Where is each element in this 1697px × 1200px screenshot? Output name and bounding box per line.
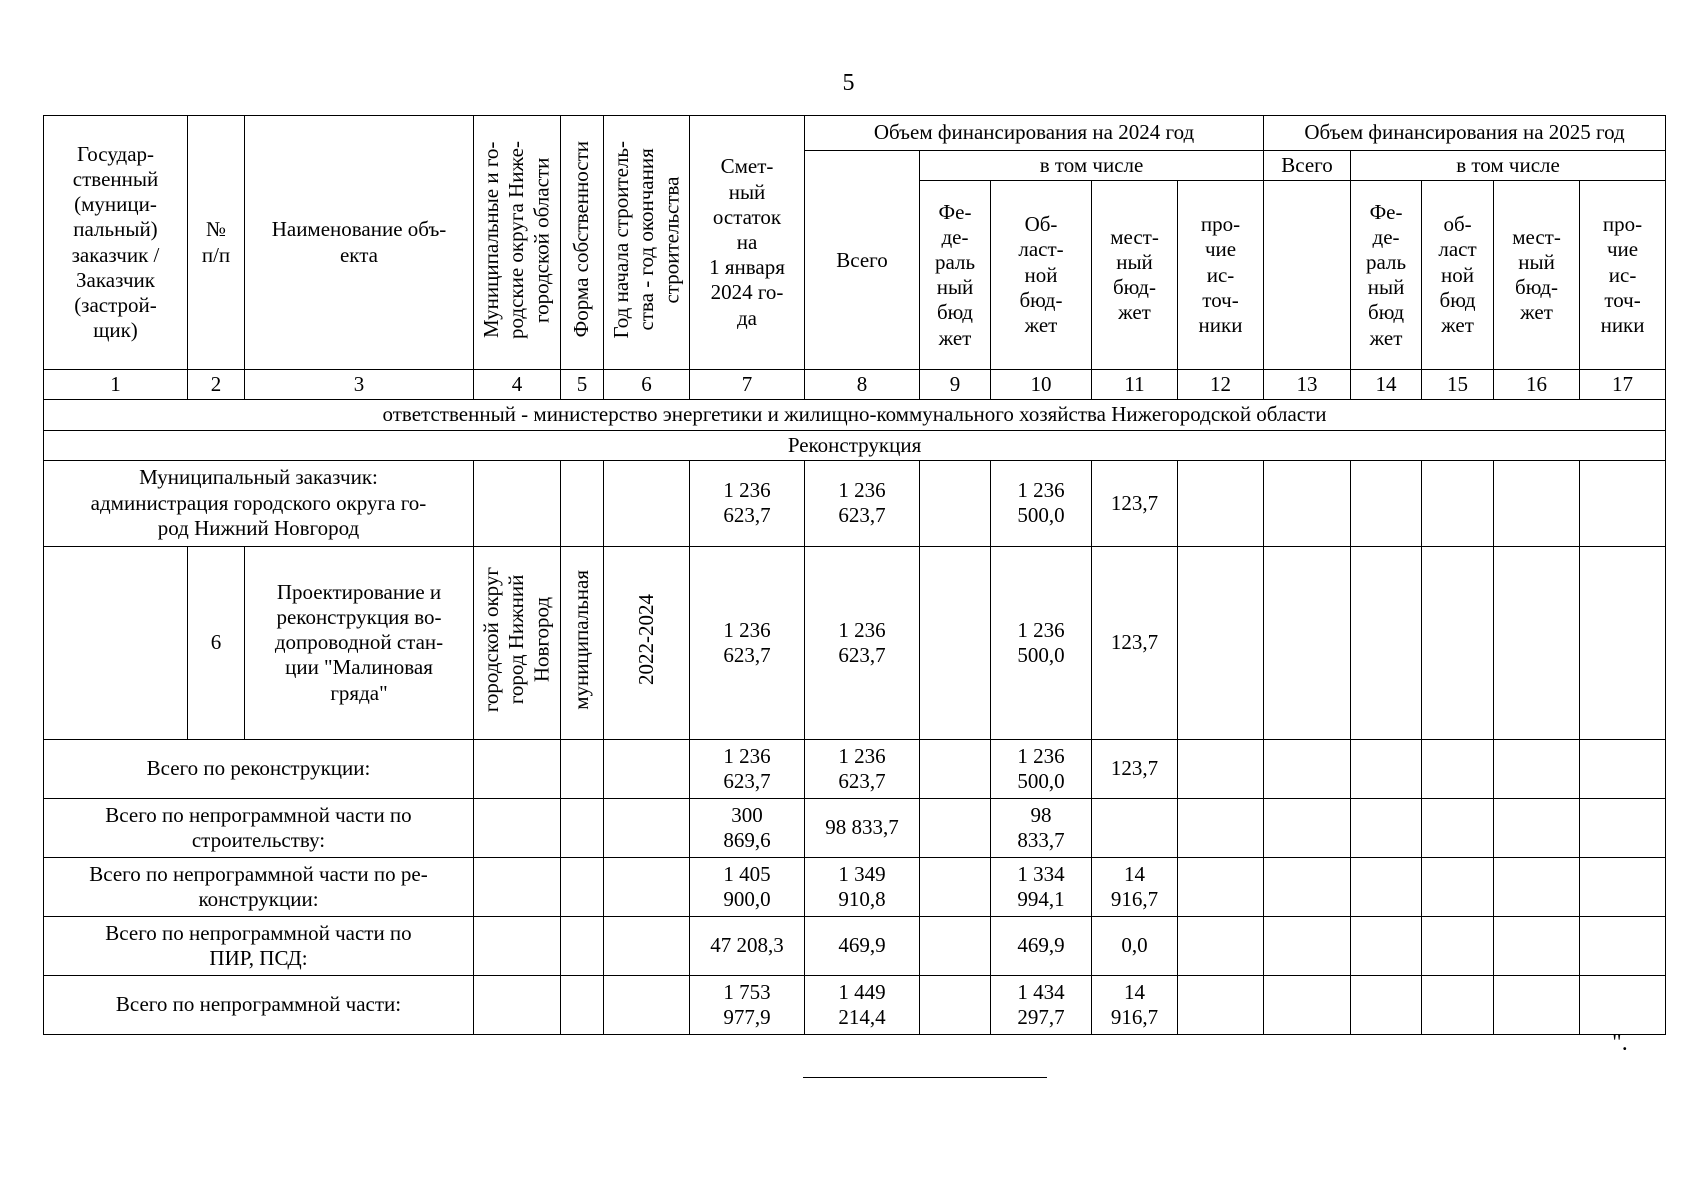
column-number: 7 bbox=[690, 370, 805, 400]
empty-cell bbox=[920, 798, 991, 857]
empty-cell bbox=[561, 798, 604, 857]
cell-c7: 47 208,3 bbox=[690, 916, 805, 975]
empty-cell bbox=[1178, 798, 1264, 857]
empty-cell bbox=[561, 857, 604, 916]
object-district: городской округ город Нижний Новгород bbox=[474, 546, 561, 739]
empty-cell bbox=[1494, 460, 1580, 546]
empty-cell bbox=[1264, 798, 1351, 857]
empty-cell bbox=[1351, 975, 1422, 1034]
empty-cell bbox=[1351, 460, 1422, 546]
cell-c8: 98 833,7 bbox=[805, 798, 920, 857]
empty-cell bbox=[1178, 460, 1264, 546]
empty-cell bbox=[1494, 975, 1580, 1034]
total-row bbox=[44, 975, 1666, 1034]
header-including-2025: в том числе bbox=[1351, 151, 1666, 181]
customer-row bbox=[44, 460, 1666, 546]
header-district: Муниципальные и го- родские округа Ниже- городской области bbox=[474, 116, 561, 370]
empty-cell bbox=[1351, 739, 1422, 798]
cell-c11: 123,7 bbox=[1092, 460, 1178, 546]
header-regional-2024: Об- ласт- ной бюд- жет bbox=[991, 181, 1092, 370]
empty-cell bbox=[561, 916, 604, 975]
cell-c11: 14 916,7 bbox=[1092, 975, 1178, 1034]
header-regional-2025: об- ласт ной бюд жет bbox=[1422, 181, 1494, 370]
empty-cell bbox=[1422, 975, 1494, 1034]
empty-cell bbox=[920, 975, 991, 1034]
empty-cell bbox=[1494, 916, 1580, 975]
closing-quote-mark: ". bbox=[1612, 1030, 1628, 1056]
empty-cell bbox=[474, 975, 561, 1034]
total-row bbox=[44, 739, 1666, 798]
header-funding-2024: Объем финансирования на 2024 год bbox=[805, 116, 1264, 151]
empty-cell bbox=[1580, 798, 1666, 857]
financing-table bbox=[43, 115, 1666, 1035]
total-row bbox=[44, 857, 1666, 916]
section-responsible: ответственный - министерство энергетики и жилищно-коммунального хозяйства Нижегородской области bbox=[44, 400, 1666, 430]
object-name: Проектирование и реконструкция во- допроводной стан- ции "Малиновая гряда" bbox=[245, 546, 474, 739]
header-number: № п/п bbox=[188, 116, 245, 370]
empty-cell bbox=[1178, 975, 1264, 1034]
empty-cell bbox=[1580, 546, 1666, 739]
cell-c8: 1 449 214,4 bbox=[805, 975, 920, 1034]
header-row-1 bbox=[44, 116, 1666, 151]
cell-c8: 1 236 623,7 bbox=[805, 739, 920, 798]
header-total-2025: Всего bbox=[1264, 151, 1351, 181]
cell-c8: 469,9 bbox=[805, 916, 920, 975]
object-years: 2022-2024 bbox=[604, 546, 690, 739]
header-total-2025-blank bbox=[1264, 181, 1351, 370]
empty-cell bbox=[604, 916, 690, 975]
column-number: 6 bbox=[604, 370, 690, 400]
empty-cell bbox=[474, 798, 561, 857]
empty-cell bbox=[1580, 975, 1666, 1034]
empty-cell bbox=[561, 975, 604, 1034]
empty-cell bbox=[1422, 546, 1494, 739]
empty-cell bbox=[920, 460, 991, 546]
cell-c11 bbox=[1092, 798, 1178, 857]
header-years: Год начала строитель- ства - год окончания строительства bbox=[604, 116, 690, 370]
cell-c7: 1 236 623,7 bbox=[690, 739, 805, 798]
empty-cell bbox=[1178, 546, 1264, 739]
empty-cell bbox=[1422, 798, 1494, 857]
empty-cell bbox=[1351, 916, 1422, 975]
total-row bbox=[44, 916, 1666, 975]
header-ownership: Форма собственности bbox=[561, 116, 604, 370]
header-federal-2024: Фе- де- раль ный бюд жет bbox=[920, 181, 991, 370]
empty-cell bbox=[1264, 975, 1351, 1034]
empty-cell bbox=[1264, 460, 1351, 546]
empty-cell bbox=[474, 460, 561, 546]
empty-cell bbox=[1178, 739, 1264, 798]
empty-cell bbox=[44, 546, 188, 739]
column-number: 15 bbox=[1422, 370, 1494, 400]
cell-c7: 1 405 900,0 bbox=[690, 857, 805, 916]
empty-cell bbox=[1422, 739, 1494, 798]
cell-c11: 14 916,7 bbox=[1092, 857, 1178, 916]
header-object-name: Наименование объ- екта bbox=[245, 116, 474, 370]
cell-c8: 1 236 623,7 bbox=[805, 460, 920, 546]
column-number-row bbox=[44, 370, 1666, 400]
empty-cell bbox=[474, 857, 561, 916]
empty-cell bbox=[604, 975, 690, 1034]
cell-c11: 0,0 bbox=[1092, 916, 1178, 975]
empty-cell bbox=[920, 739, 991, 798]
total-label: Всего по непрограммной части по строительству: bbox=[44, 798, 474, 857]
empty-cell bbox=[474, 739, 561, 798]
empty-cell bbox=[1178, 857, 1264, 916]
empty-cell bbox=[1264, 916, 1351, 975]
column-number: 5 bbox=[561, 370, 604, 400]
empty-cell bbox=[1264, 857, 1351, 916]
total-label: Всего по непрограммной части по ре- конструкции: bbox=[44, 857, 474, 916]
cell-c10: 98 833,7 bbox=[991, 798, 1092, 857]
empty-cell bbox=[1494, 739, 1580, 798]
cell-c7: 1 236 623,7 bbox=[690, 546, 805, 739]
header-local-2025: мест- ный бюд- жет bbox=[1494, 181, 1580, 370]
column-number: 8 bbox=[805, 370, 920, 400]
empty-cell bbox=[1580, 916, 1666, 975]
empty-cell bbox=[1178, 916, 1264, 975]
column-number: 17 bbox=[1580, 370, 1666, 400]
empty-cell bbox=[474, 916, 561, 975]
cell-c7: 1 236 623,7 bbox=[690, 460, 805, 546]
page-number: 5 bbox=[842, 70, 855, 96]
empty-cell bbox=[1580, 857, 1666, 916]
closing-rule bbox=[803, 1077, 1047, 1078]
column-number: 14 bbox=[1351, 370, 1422, 400]
header-funding-2025: Объем финансирования на 2025 год bbox=[1264, 116, 1666, 151]
section-responsible-row bbox=[44, 400, 1666, 430]
empty-cell bbox=[1351, 798, 1422, 857]
header-customer: Государ- ственный (муници- пальный) заказчик / Заказчик (застрой- щик) bbox=[44, 116, 188, 370]
object-ownership: муниципальная bbox=[561, 546, 604, 739]
column-number: 9 bbox=[920, 370, 991, 400]
cell-c8: 1 349 910,8 bbox=[805, 857, 920, 916]
cell-c10: 1 236 500,0 bbox=[991, 739, 1092, 798]
empty-cell bbox=[920, 916, 991, 975]
customer-label: Муниципальный заказчик: администрация городского округа го- род Нижний Новгород bbox=[44, 460, 474, 546]
empty-cell bbox=[604, 739, 690, 798]
column-number: 10 bbox=[991, 370, 1092, 400]
column-number: 1 bbox=[44, 370, 188, 400]
total-label: Всего по непрограммной части по ПИР, ПСД: bbox=[44, 916, 474, 975]
empty-cell bbox=[1494, 857, 1580, 916]
header-federal-2025: Фе- де- раль ный бюд жет bbox=[1351, 181, 1422, 370]
empty-cell bbox=[1351, 546, 1422, 739]
cell-c7: 300 869,6 bbox=[690, 798, 805, 857]
header-other-2024: про- чие ис- точ- ники bbox=[1178, 181, 1264, 370]
empty-cell bbox=[1264, 739, 1351, 798]
cell-c11: 123,7 bbox=[1092, 546, 1178, 739]
empty-cell bbox=[561, 739, 604, 798]
column-number: 4 bbox=[474, 370, 561, 400]
column-number: 13 bbox=[1264, 370, 1351, 400]
object-number: 6 bbox=[188, 546, 245, 739]
header-local-2024: мест- ный бюд- жет bbox=[1092, 181, 1178, 370]
header-total-2024: Всего bbox=[805, 151, 920, 370]
total-label: Всего по непрограммной части: bbox=[44, 975, 474, 1034]
section-type-row bbox=[44, 430, 1666, 460]
empty-cell bbox=[561, 460, 604, 546]
cell-c10: 1 434 297,7 bbox=[991, 975, 1092, 1034]
empty-cell bbox=[1422, 460, 1494, 546]
column-number: 11 bbox=[1092, 370, 1178, 400]
empty-cell bbox=[1351, 857, 1422, 916]
empty-cell bbox=[604, 857, 690, 916]
empty-cell bbox=[1580, 460, 1666, 546]
cell-c10: 469,9 bbox=[991, 916, 1092, 975]
section-type: Реконструкция bbox=[44, 430, 1666, 460]
total-row bbox=[44, 798, 1666, 857]
cell-c10: 1 236 500,0 bbox=[991, 460, 1092, 546]
empty-cell bbox=[920, 546, 991, 739]
empty-cell bbox=[1494, 546, 1580, 739]
object-row bbox=[44, 546, 1666, 739]
column-number: 12 bbox=[1178, 370, 1264, 400]
total-label: Всего по реконструкции: bbox=[44, 739, 474, 798]
empty-cell bbox=[1494, 798, 1580, 857]
column-number: 16 bbox=[1494, 370, 1580, 400]
column-number: 3 bbox=[245, 370, 474, 400]
cell-c10: 1 334 994,1 bbox=[991, 857, 1092, 916]
column-number: 2 bbox=[188, 370, 245, 400]
header-estimated-balance: Смет- ный остаток на 1 января 2024 го- да bbox=[690, 116, 805, 370]
cell-c11: 123,7 bbox=[1092, 739, 1178, 798]
empty-cell bbox=[1422, 857, 1494, 916]
empty-cell bbox=[1422, 916, 1494, 975]
cell-c8: 1 236 623,7 bbox=[805, 546, 920, 739]
empty-cell bbox=[1580, 739, 1666, 798]
empty-cell bbox=[604, 798, 690, 857]
empty-cell bbox=[920, 857, 991, 916]
cell-c7: 1 753 977,9 bbox=[690, 975, 805, 1034]
empty-cell bbox=[604, 460, 690, 546]
header-other-2025: про- чие ис- точ- ники bbox=[1580, 181, 1666, 370]
cell-c10: 1 236 500,0 bbox=[991, 546, 1092, 739]
empty-cell bbox=[1264, 546, 1351, 739]
header-including-2024: в том числе bbox=[920, 151, 1264, 181]
